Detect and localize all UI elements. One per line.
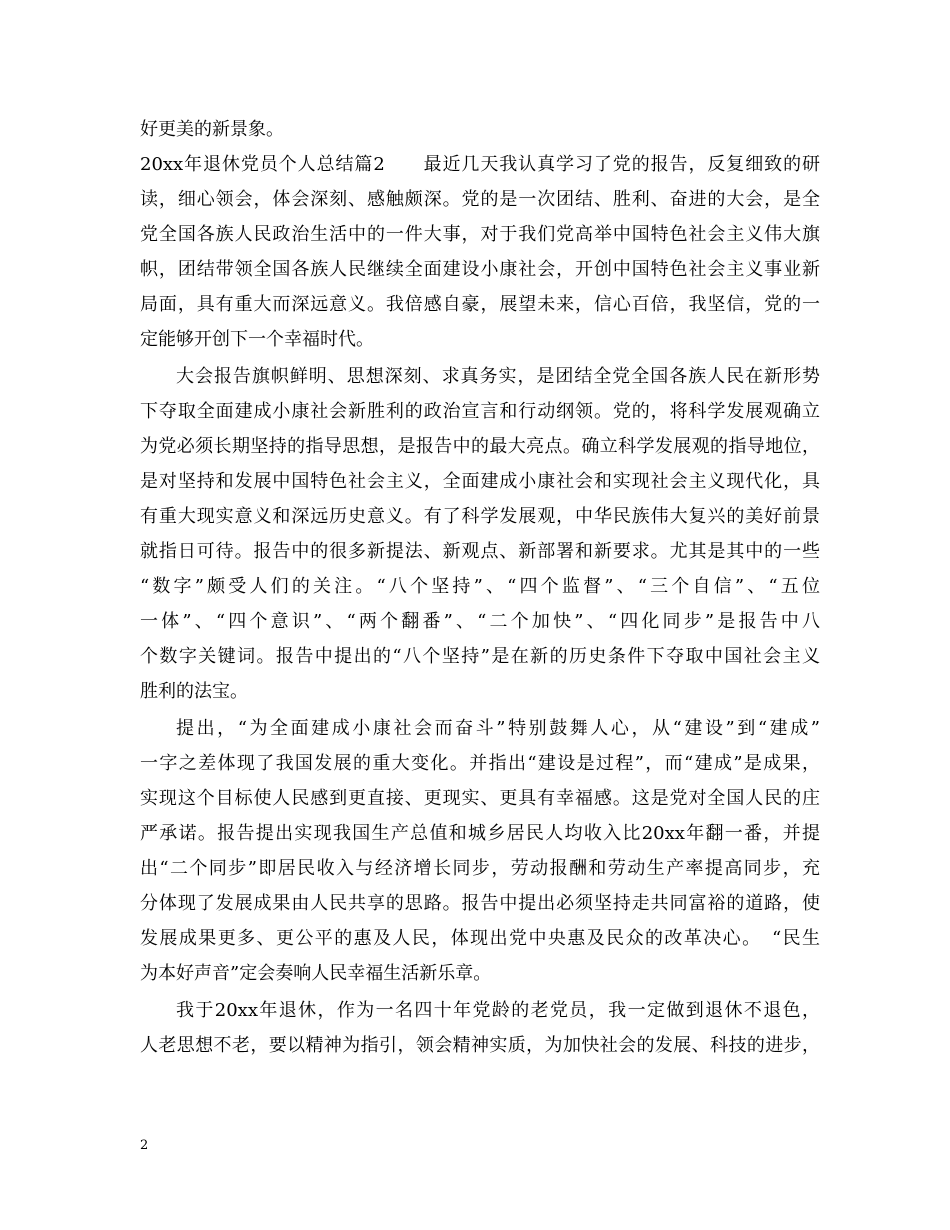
text-line: 局面，具有重大而深远意义。我倍感自豪，展望未来，信心百倍，我坚信，党的一 xyxy=(140,294,820,315)
text-line: 为本好声音”定会奏响人民幸福生活新乐章。 xyxy=(140,963,492,984)
text-line: 有重大现实意义和深远历史意义。有了科学发展观，中华民族伟大复兴的美好前景 xyxy=(140,506,820,527)
text-line: 帜，团结带领全国各族人民继续全面建设小康社会，开创中国特色社会主义事业新 xyxy=(140,259,820,280)
text-line: 我于20xx年退休，作为一名四十年党龄的老党员，我一定做到退休不退色， xyxy=(176,1000,820,1021)
text-line: 一体”、“四个意识”、“两个翻番”、“二个加快”、“四化同步”是报告中八 xyxy=(140,611,820,632)
text-line: 下夺取全面建成小康社会新胜利的政治宣言和行动纲领。党的，将科学发展观确立 xyxy=(140,401,820,422)
text-line: 个数字关键词。报告中提出的“八个坚持”是在新的历史条件下夺取中国社会主义 xyxy=(140,646,820,667)
text-line: 出“二个同步”即居民收入与经济增长同步，劳动报酬和劳动生产率提高同步，充 xyxy=(140,858,820,879)
text-line: 20xx年退休党员个人总结篇2 最近几天我认真学习了党的报告，反复细致的研 xyxy=(140,154,820,175)
page-number: 2 xyxy=(140,1138,149,1153)
text-line: 是对坚持和发展中国特色社会主义，全面建成小康社会和实现社会主义现代化，具 xyxy=(140,471,820,492)
text-line: 分体现了发展成果由人民共享的思路。报告中提出必须坚持走共同富裕的道路，使 xyxy=(140,893,820,914)
text-line: 胜利的法宝。 xyxy=(140,681,248,702)
text-line: 定能够开创下一个幸福时代。 xyxy=(140,329,374,350)
text-line: 人老思想不老，要以精神为指引，领会精神实质，为加快社会的发展、科技的进步， xyxy=(140,1035,820,1056)
text-line: 党全国各族人民政治生活中的一件大事，对于我们党高举中国特色社会主义伟大旗 xyxy=(140,224,820,245)
text-line: 好更美的新景象。 xyxy=(140,119,284,140)
text-line: 为党必须长期坚持的指导思想，是报告中的最大亮点。确立科学发展观的指导地位， xyxy=(140,436,820,457)
text-line: 发展成果更多、更公平的惠及人民，体现出党中央惠及民众的改革决心。 “民生 xyxy=(140,928,820,949)
text-line: 提出，“为全面建成小康社会而奋斗”特别鼓舞人心，从“建设”到“建成” xyxy=(176,718,820,739)
text-line: 大会报告旗帜鲜明、思想深刻、求真务实，是团结全党全国各族人民在新形势 xyxy=(176,366,820,387)
text-line: 严承诺。报告提出实现我国生产总值和城乡居民人均收入比20xx年翻一番，并提 xyxy=(140,823,820,844)
text-line: 就指日可待。报告中的很多新提法、新观点、新部署和新要求。尤其是其中的一些 xyxy=(140,541,820,562)
text-line: 读，细心领会，体会深刻、感触颇深。党的是一次团结、胜利、奋进的大会，是全 xyxy=(140,189,820,210)
text-line: “数字”颇受人们的关注。“八个坚持”、“四个监督”、“三个自信”、“五位 xyxy=(140,576,820,597)
text-line: 实现这个目标使人民感到更直接、更现实、更具有幸福感。这是党对全国人民的庄 xyxy=(140,788,820,809)
text-line: 一字之差体现了我国发展的重大变化。并指出“建设是过程”，而“建成”是成果， xyxy=(140,753,820,774)
